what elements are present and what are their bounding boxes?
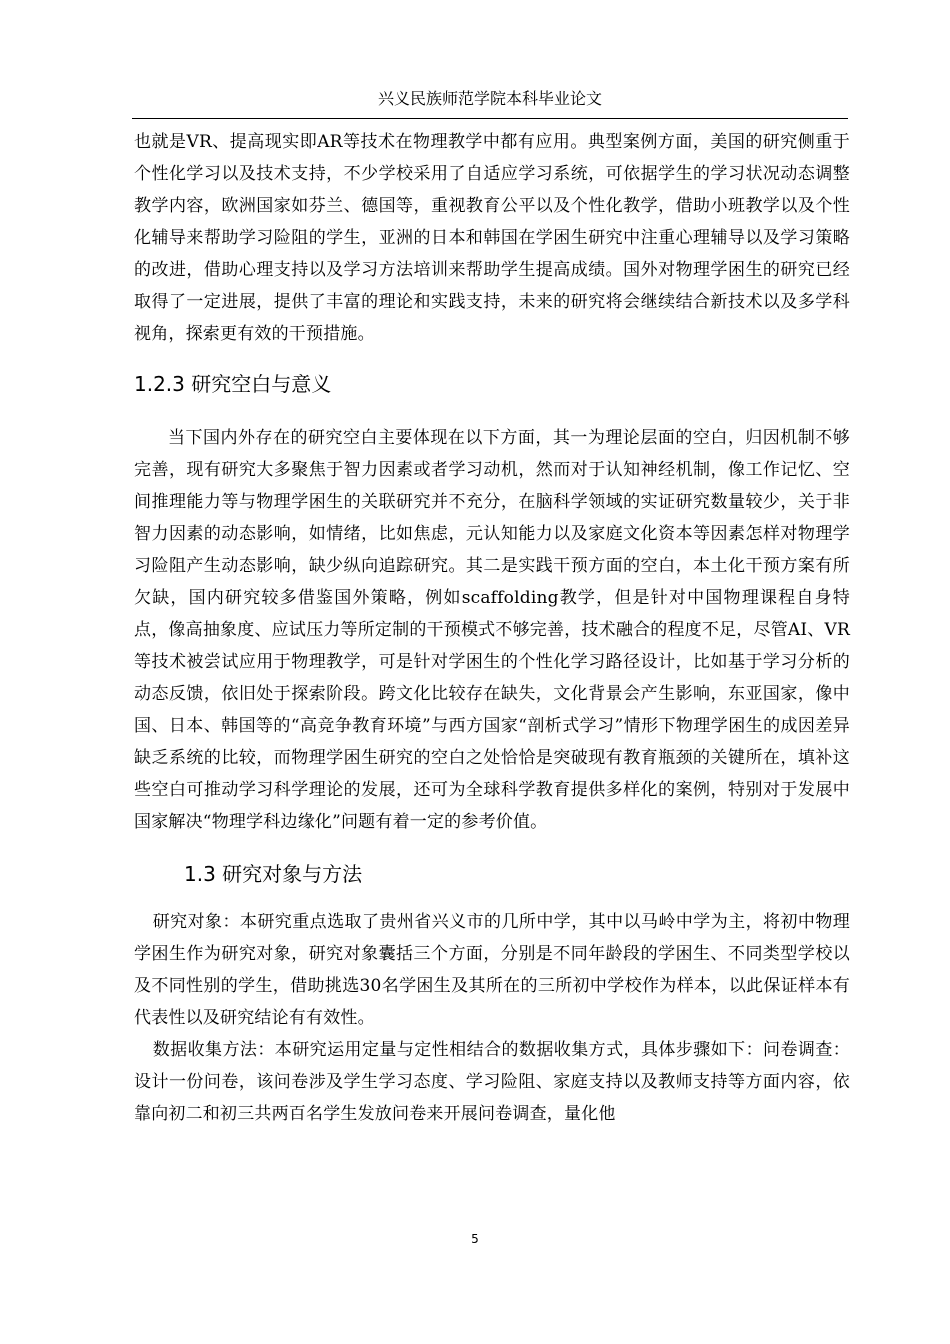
page-header: 兴义民族师范学院本科毕业论文 <box>132 80 848 119</box>
paragraph-research-gap: 当下国内外存在的研究空白主要体现在以下方面，其一为理论层面的空白，归因机制不够完善，现有研究大多聚焦于智力因素或者学习动机，然而对于认知神经机制，像工作记忆、空间推理能力等与物理学困生的关联研究并不充分，在脑科学领域的实证研究数量较少，关于非智力因素的动态影响，如情绪，比如焦虑，元认知能力以及家庭文化资本等因素怎样对物理学习险阻产生动态影响，缺少纵向追踪研究。其二是实践干预方面的空白，本土化干预方案有所欠缺，国内研究较多借鉴国外策略，例如scaffolding教学，但是针对中国物理课程自身特点，像高抽象度、应试压力等所定制的干预模式不够完善，技术融合的程度不足，尽管AI、VR等技术被尝试应用于物理教学，可是针对学困生的个性化学习路径设计，比如基于学习分析的动态反馈，依旧处于探索阶段。跨文化比较存在缺失，文化背景会产生影响，东亚国家，像中国、日本、韩国等的“高竞争教育环境”与西方国家“剖析式学习”情形下物理学困生的成因差异缺乏系统的比较，而物理学困生研究的空白之处恰恰是突破现有教育瓶颈的关键所在，填补这些空白可推动学习科学理论的发展，还可为全球科学教育提供多样化的案例，特别对于发展中国家解决“物理学科边缘化”问题有着一定的参考价值。 <box>134 428 850 832</box>
section-heading-1-3: 1.3 研究对象与方法 <box>184 862 363 886</box>
paragraph-continued: 也就是VR、提高现实即AR等技术在物理教学中都有应用。典型案例方面，美国的研究侧重于个性化学习以及技术支持，不少学校采用了自适应学习系统，可依据学生的学习状况动态调整教学内容，欧洲国家如芬兰、德国等，重视教育公平以及个性化教学，借助小班教学以及个性化辅导来帮助学习险阻的学生，亚洲的日本和韩国在学困生研究中注重心理辅导以及学习策略的改进，借助心理支持以及学习方法培训来帮助学生提高成绩。国外对物理学困生的研究已经取得了一定进展，提供了丰富的理论和实践支持，未来的研究将会继续结合新技术以及多学科视角，探索更有效的干预措施。 <box>134 132 850 344</box>
paragraph-research-objects: 研究对象：本研究重点选取了贵州省兴义市的几所中学，其中以马岭中学为主，将初中物理学困生作为研究对象，研究对象囊括三个方面，分别是不同年龄段的学困生、不同类型学校以及不同性别的学生，借助挑选30名学困生及其所在的三所初中学校作为样本，以此保证样本有代表性以及研究结论有有效性。 <box>134 912 850 1028</box>
page-body <box>134 126 850 1130</box>
paragraph-data-methods: 数据收集方法：本研究运用定量与定性相结合的数据收集方式，具体步骤如下：问卷调查：设计一份问卷，该问卷涉及学生学习态度、学习险阻、家庭支持以及教师支持等方面内容，依靠向初二和初三共两百名学生发放问卷来开展问卷调查，量化他 <box>134 1040 850 1124</box>
section-heading-1-2-3: 1.2.3 研究空白与意义 <box>134 372 332 396</box>
page-number: 5 <box>471 1232 479 1246</box>
